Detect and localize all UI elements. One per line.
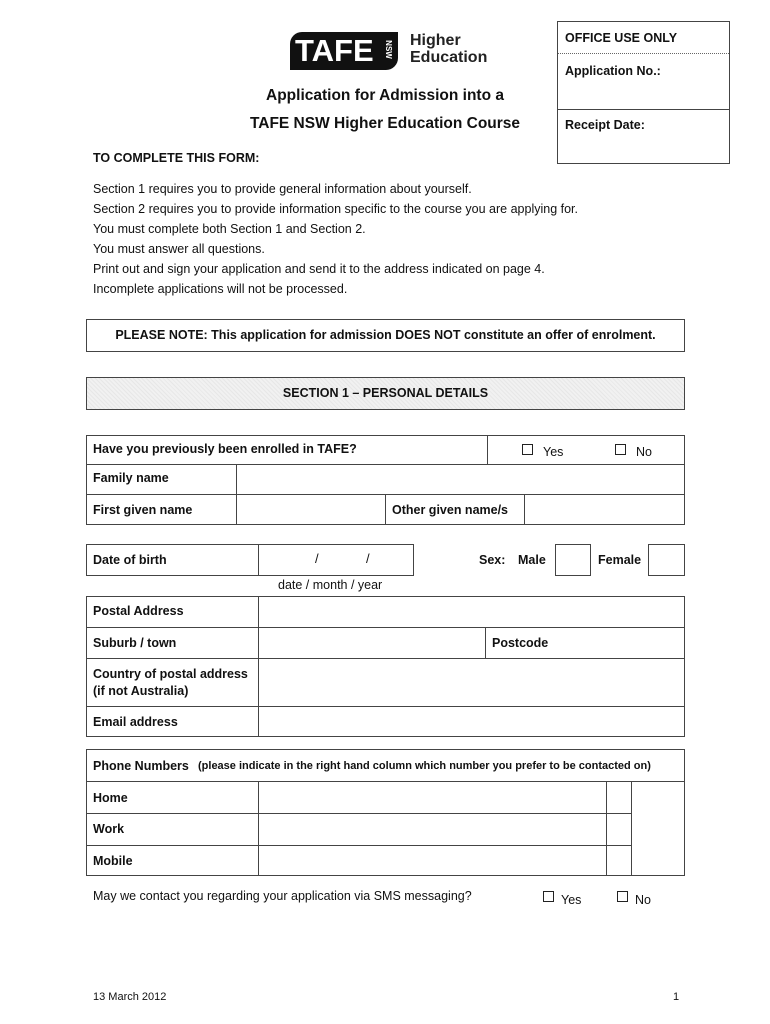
- logo-mark-text: TAFE: [295, 33, 374, 68]
- footer-date: 13 March 2012: [93, 991, 167, 1003]
- sex-female-box[interactable]: [648, 544, 685, 576]
- dob-format-hint: date / month / year: [278, 578, 383, 592]
- page-number: 1: [673, 991, 680, 1003]
- sms-yes-checkbox[interactable]: [543, 891, 554, 902]
- logo-line1: Higher: [410, 32, 461, 49]
- instruction-line: Print out and sign your application and send it to the address indicated on page 4.: [93, 262, 545, 276]
- prev-enrolled-label: Have you previously been enrolled in TAFE?: [93, 442, 357, 456]
- instruction-line: You must answer all questions.: [93, 242, 265, 256]
- dob-input-box[interactable]: [258, 544, 414, 576]
- dob-label: Date of birth: [93, 553, 167, 567]
- instruction-line: Section 1 requires you to provide general information about yourself.: [93, 182, 472, 196]
- logo-line2: Education: [410, 49, 488, 66]
- mobile-phone-label: Mobile: [93, 854, 133, 868]
- postal-address-input[interactable]: [262, 600, 684, 626]
- country-label-line1: Country of postal address: [93, 667, 248, 681]
- instructions-list: [93, 179, 578, 299]
- email-label: Email address: [93, 715, 178, 729]
- home-phone-label: Home: [93, 791, 128, 805]
- sms-no-checkbox[interactable]: [617, 891, 628, 902]
- country-input[interactable]: [262, 664, 684, 702]
- prev-enrolled-yes-checkbox[interactable]: [522, 444, 533, 455]
- sms-no-label: No: [635, 893, 651, 907]
- dob-separator-2: /: [366, 551, 370, 566]
- prev-enrolled-yes-label: Yes: [543, 445, 564, 459]
- logo-mark-side-text: NSW: [383, 40, 393, 59]
- sex-female-label: Female: [598, 553, 642, 567]
- sex-male-label: Male: [518, 553, 546, 567]
- instruction-line: Section 2 requires you to provide information specific to the course you are applying for.: [93, 202, 578, 216]
- sms-yes-label: Yes: [561, 893, 582, 907]
- please-note-text: PLEASE NOTE: This application for admission DOES NOT constitute an offer of enrolment.: [115, 328, 656, 342]
- form-title-line2: TAFE NSW Higher Education Course: [249, 115, 521, 132]
- receipt-date-label: Receipt Date:: [565, 118, 645, 132]
- home-phone-input[interactable]: [262, 786, 606, 812]
- mobile-phone-input[interactable]: [262, 849, 606, 875]
- email-input[interactable]: [262, 710, 684, 736]
- dob-separator-1: /: [315, 551, 319, 566]
- postal-address-label: Postal Address: [93, 604, 184, 618]
- prev-enrolled-no-label: No: [636, 445, 652, 459]
- family-name-input[interactable]: [240, 467, 684, 493]
- sms-question: May we contact you regarding your application via SMS messaging?: [93, 889, 472, 903]
- sex-male-box[interactable]: [555, 544, 591, 576]
- instruction-line: You must complete both Section 1 and Section 2.: [93, 222, 366, 236]
- application-no-label: Application No.:: [565, 64, 661, 78]
- instruction-line: Incomplete applications will not be processed.: [93, 282, 348, 296]
- country-label-line2: (if not Australia): [93, 684, 189, 698]
- first-given-name-input[interactable]: [240, 497, 384, 523]
- postcode-input[interactable]: [560, 631, 684, 657]
- postcode-label: Postcode: [492, 636, 549, 650]
- other-given-names-input[interactable]: [528, 497, 684, 523]
- instructions-heading: TO COMPLETE THIS FORM:: [93, 151, 260, 165]
- tafe-logo: [290, 32, 495, 72]
- form-title-line1: Application for Admission into a: [266, 87, 504, 104]
- sex-label: Sex:: [479, 553, 506, 567]
- office-use-title: OFFICE USE ONLY: [565, 31, 678, 45]
- family-name-label: Family name: [93, 471, 169, 485]
- first-given-name-label: First given name: [93, 503, 193, 517]
- phone-note: (please indicate in the right hand column which number you prefer to be contacted on): [198, 760, 651, 772]
- suburb-input[interactable]: [262, 631, 484, 657]
- suburb-label: Suburb / town: [93, 636, 177, 650]
- work-phone-input[interactable]: [262, 817, 606, 843]
- phone-heading: Phone Numbers: [93, 759, 189, 773]
- other-given-names-label: Other given name/s: [392, 503, 509, 517]
- prev-enrolled-no-checkbox[interactable]: [615, 444, 626, 455]
- work-phone-label: Work: [93, 822, 125, 836]
- section1-title: SECTION 1 – PERSONAL DETAILS: [282, 386, 489, 400]
